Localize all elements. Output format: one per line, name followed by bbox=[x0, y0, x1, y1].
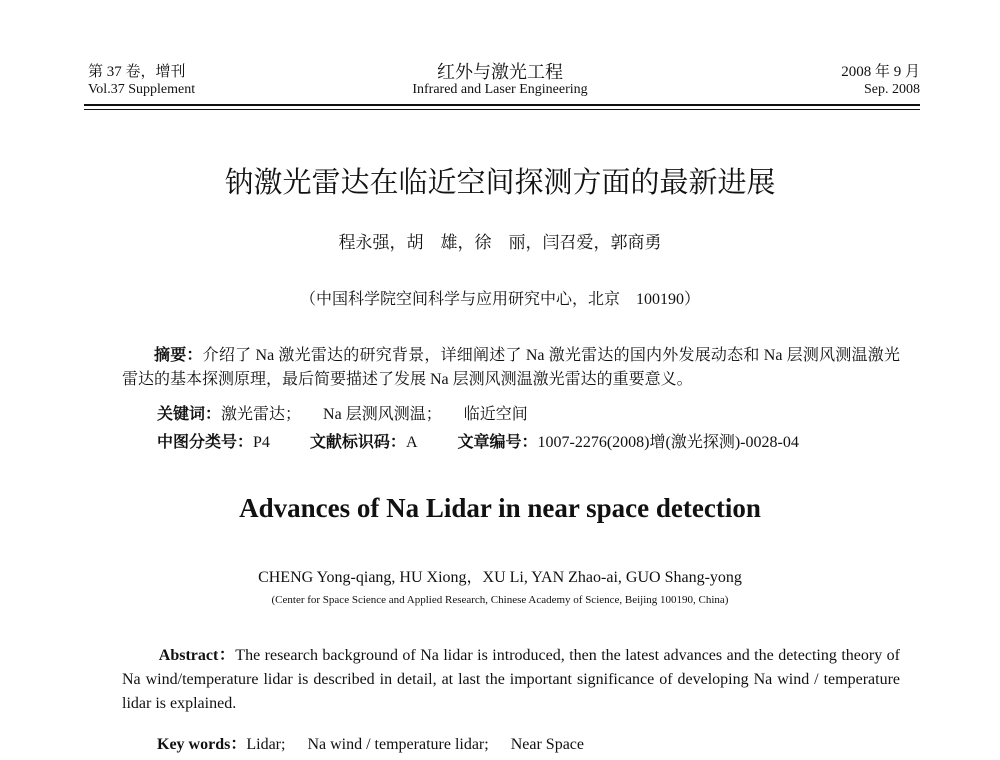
cn-abstract-text: 介绍了 Na 激光雷达的研究背景，详细阐述了 Na 激光雷达的国内外发展动态和 Na 层测风测温激光雷达的基本探测原理，最后简要描述了发展 Na 层测风测温激光雷达的重要意义。 bbox=[122, 347, 900, 388]
header-volume-en: Vol.37 Supplement bbox=[88, 82, 196, 97]
cn-class-label: 中图分类号： bbox=[157, 432, 254, 451]
cn-keyword: 激光雷达； bbox=[221, 406, 302, 423]
en-title: Advances of Na Lidar in near space detection bbox=[239, 493, 761, 523]
cn-class-value: P4 bbox=[253, 434, 270, 451]
header-journal-en: Infrared and Laser Engineering bbox=[412, 82, 588, 97]
cn-classification bbox=[157, 429, 799, 452]
cn-keyword: Na 层测风测温； bbox=[323, 406, 442, 423]
cn-keyword: 临近空间 bbox=[463, 406, 528, 423]
cn-keywords-label: 关键词： bbox=[157, 404, 222, 423]
en-authors: CHENG Yong-qiang, HU Xiong，XU Li, YAN Zhao-ai, GUO Shang-yong bbox=[258, 569, 742, 586]
cn-abstract-label: 摘要： bbox=[154, 345, 203, 364]
cn-article-label: 文章编号： bbox=[457, 432, 538, 451]
en-keywords-label: Key words： bbox=[157, 736, 247, 753]
en-affiliation: (Center for Space Science and Applied Research, Chinese Academy of Science, Beijing 100190, China) bbox=[271, 594, 729, 606]
cn-keywords bbox=[157, 401, 528, 424]
cn-title: 钠激光雷达在临近空间探测方面的最新进展 bbox=[224, 165, 776, 199]
en-keyword: Lidar; bbox=[246, 736, 286, 753]
header-volume-cn: 第 37 卷，增刊 bbox=[88, 64, 186, 80]
cn-doc-label: 文献标识码： bbox=[309, 432, 406, 451]
en-abstract-text: The research background of Na lidar is introduced, then the latest advances and the detecting theory of Na wind/temperature lidar is described in detail, at last the important significance of developing Na wind / temperature lidar is explained. bbox=[122, 647, 900, 712]
header-journal-cn: 红外与激光工程 bbox=[437, 62, 563, 82]
cn-authors: 程永强，胡 雄，徐 丽，闫召爱，郭商勇 bbox=[338, 233, 662, 252]
cn-abstract bbox=[122, 343, 900, 392]
cn-article-value: 1007-2276(2008)增(激光探测)-0028-04 bbox=[537, 434, 799, 451]
header-date-en: Sep. 2008 bbox=[864, 82, 920, 97]
header-date-cn: 2008 年 9 月 bbox=[841, 64, 920, 80]
header-rule-thick bbox=[84, 104, 920, 106]
cn-doc-value: A bbox=[405, 434, 418, 451]
header-rule-thin bbox=[84, 109, 920, 110]
en-keyword: Na wind / temperature lidar; bbox=[307, 736, 489, 753]
en-abstract bbox=[122, 644, 900, 716]
en-keyword: Near Space bbox=[510, 736, 584, 753]
en-abstract-label: Abstract： bbox=[158, 647, 236, 664]
en-keywords bbox=[157, 731, 584, 754]
cn-affiliation: （中国科学院空间科学与应用研究中心，北京 100190） bbox=[299, 291, 700, 308]
